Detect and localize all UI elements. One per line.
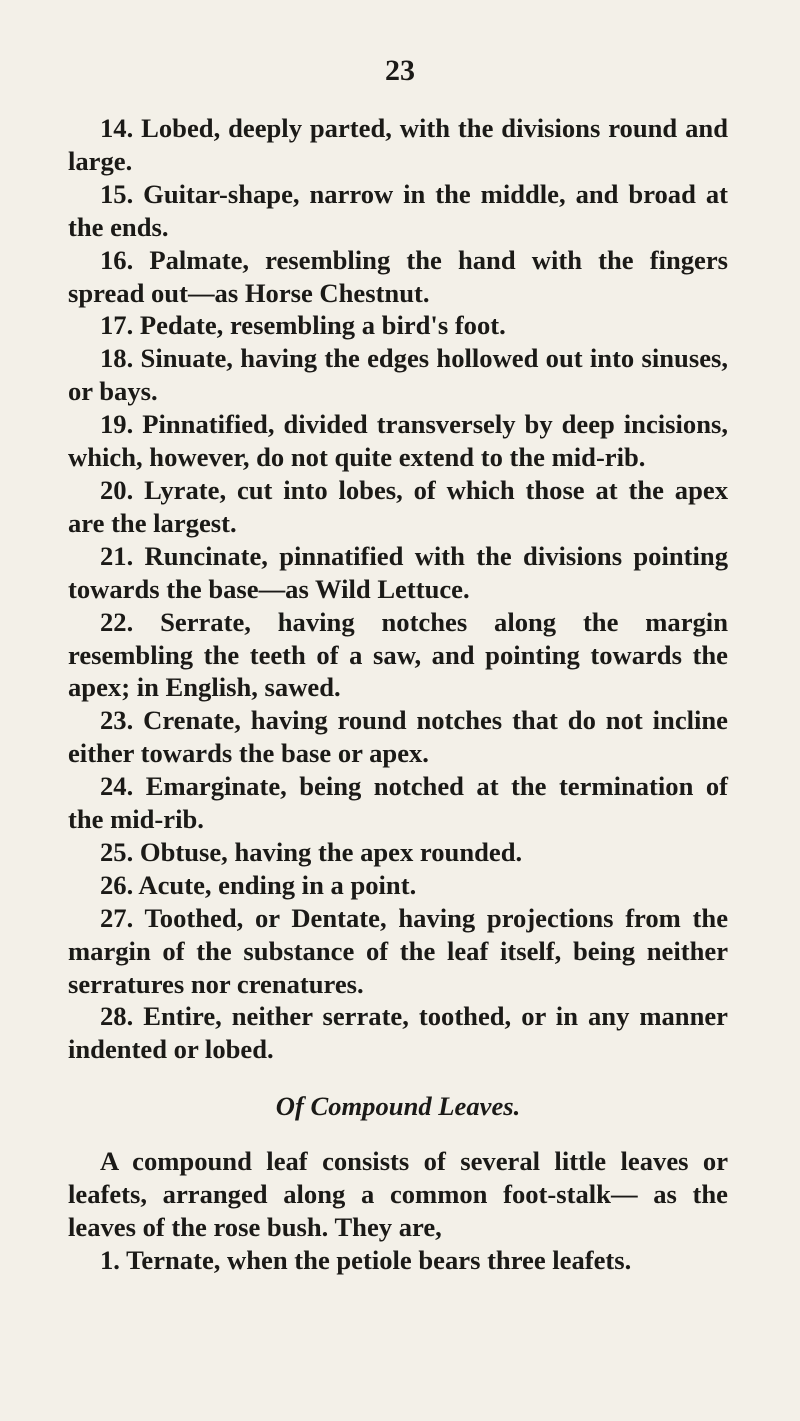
section-heading: Of Compound Leaves. [275, 1091, 521, 1122]
section-paragraph: A compound leaf consists of several little leaves or leafets, arranged along a common foot-stalk— as the leaves of the rose bush. They are, [68, 1146, 728, 1242]
entry-15: 15. Guitar-shape, narrow in the middle, and broad at the ends. [68, 178, 728, 242]
entry-22: 22. Serrate, having notches along the margin resembling the teeth of a saw, and pointing towards the apex; in English, sawed. [68, 606, 728, 703]
page-number: 23 [385, 54, 415, 87]
entry-21: 21. Runcinate, pinnatified with the divisions pointing towards the base—as Wild Lettuce. [68, 540, 728, 604]
entry-18: 18. Sinuate, having the edges hollowed out into sinuses, or bays. [68, 343, 728, 407]
page-text [68, 112, 728, 1277]
entry-25: 25. Obtuse, having the apex rounded. [100, 836, 523, 867]
entry-20: 20. Lyrate, cut into lobes, of which those at the apex are the largest. [68, 474, 728, 538]
entry-14: 14. Lobed, deeply parted, with the divisions round and large. [68, 113, 728, 176]
entry-23: 23. Crenate, having round notches that do not incline either towards the base or apex. [68, 705, 728, 769]
compound-entry-1: 1. Ternate, when the petiole bears three leafets. [100, 1244, 632, 1275]
entry-16: 16. Palmate, resembling the hand with the fingers spread out—as Horse Chestnut. [68, 244, 728, 308]
entry-28: 28. Entire, neither serrate, toothed, or in any manner indented or lobed. [68, 1001, 728, 1065]
entry-27: 27. Toothed, or Dentate, having projections from the margin of the substance of the leaf itself, being neither serratures nor crenatures. [68, 902, 728, 999]
entry-17: 17. Pedate, resembling a bird's foot. [100, 310, 506, 341]
entry-24: 24. Emarginate, being notched at the termination of the mid-rib. [68, 771, 728, 835]
entry-26: 26. Acute, ending in a point. [100, 869, 417, 900]
entry-19: 19. Pinnatified, divided transversely by deep incisions, which, however, do not quite extend to the mid-rib. [68, 409, 728, 473]
